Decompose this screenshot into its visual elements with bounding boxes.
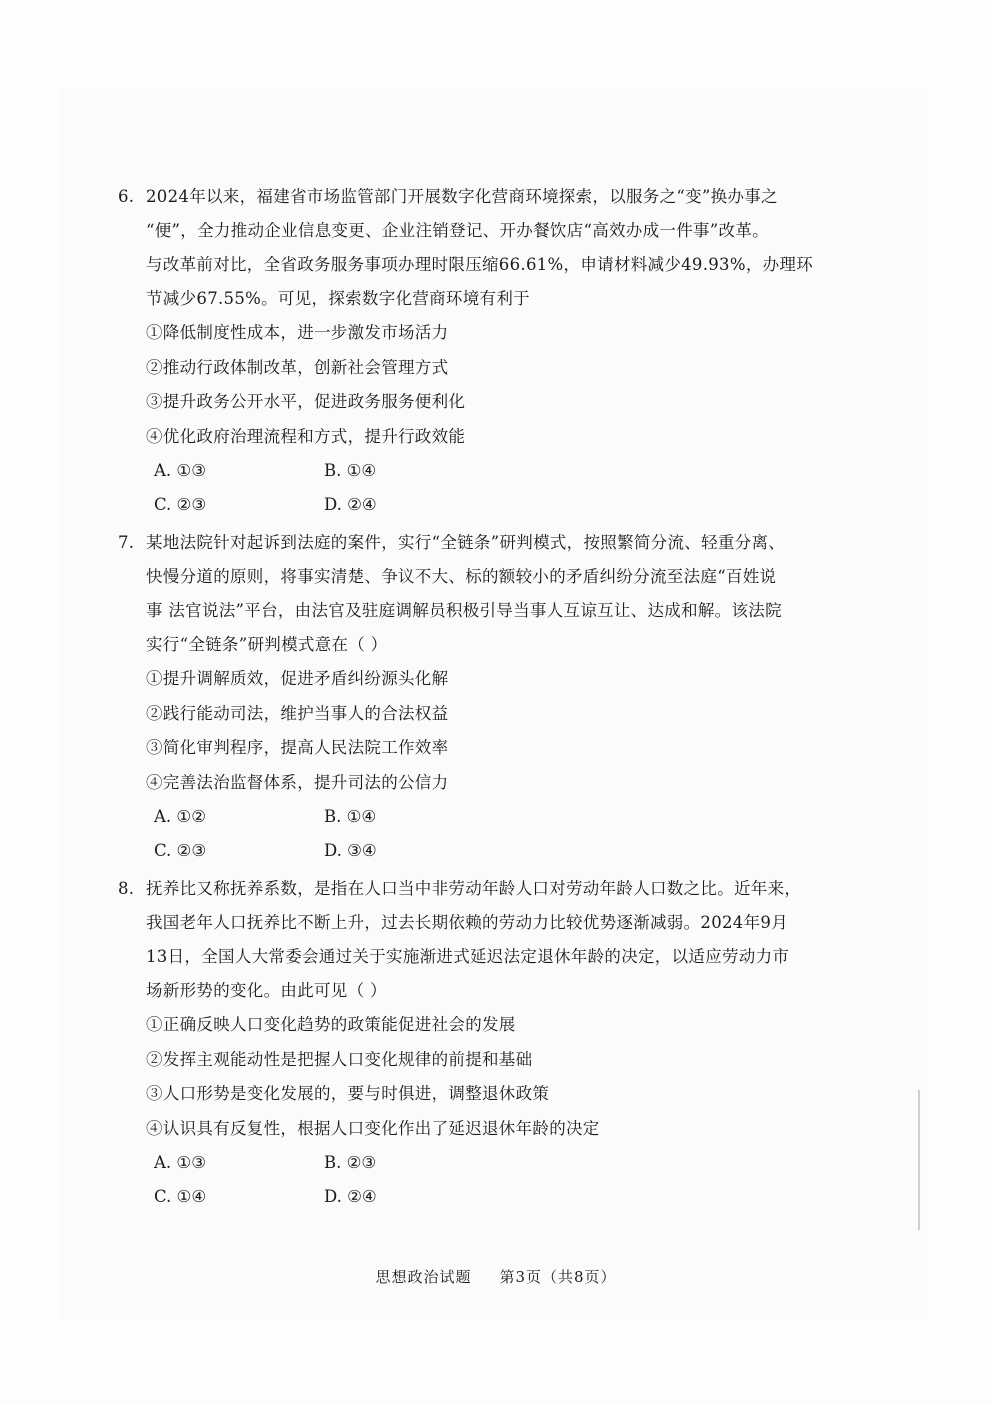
question-stem-line: 实行“全链条”研判模式意在（ ）: [146, 635, 388, 654]
choice-c: C. ②③: [154, 495, 207, 514]
statement-2: ②践行能动司法，维护当事人的合法权益: [146, 703, 449, 723]
choice-a: A. ①③: [154, 1153, 206, 1172]
statement-3: ③简化审判程序，提高人民法院工作效率: [146, 738, 449, 757]
statement-2: ②发挥主观能动性是把握人口变化规律的前提和基础: [146, 1049, 533, 1069]
statement-1: ①正确反映人口变化趋势的政策能促进社会的发展: [146, 1015, 516, 1034]
choice-c: C. ①④: [154, 1187, 207, 1206]
choice-row: [118, 1146, 838, 1180]
choice-d: D. ②④: [324, 495, 377, 514]
statement-4: ④优化政府治理流程和方式，提升行政效能: [146, 426, 466, 446]
question-8: [118, 872, 838, 1214]
choice-row: [118, 800, 838, 834]
choice-row: [118, 488, 838, 522]
choice-d: D. ②④: [324, 1187, 377, 1206]
question-stem-line: 6. 2024年以来，福建省市场监管部门开展数字化营商环境探索，以服务之“变”换办事之: [118, 180, 838, 214]
statement-2: ②推动行政体制改革，创新社会管理方式: [146, 357, 449, 377]
question-stem-line: 8. 抚养比又称抚养系数，是指在人口当中非劳动年龄人口对劳动年龄人口数之比。近年来，: [118, 872, 838, 906]
question-stem-line: 7. 某地法院针对起诉到法庭的案件，实行“全链条”研判模式，按照繁简分流、轻重分离、: [118, 526, 838, 560]
question-6: [118, 180, 838, 522]
statement-4: ④完善法治监督体系，提升司法的公信力: [146, 772, 449, 792]
choice-d: D. ③④: [324, 841, 377, 860]
question-stem-line: 我国老年人口抚养比不断上升，过去长期依赖的劳动力比较优势逐渐减弱。2024年9月: [146, 913, 788, 932]
question-stem-line: 13日，全国人大常委会通过关于实施渐进式延迟法定退休年龄的决定，以适应劳动力市: [146, 947, 790, 966]
choice-row: [118, 834, 838, 868]
statement-3: ③人口形势是变化发展的，要与时俱进，调整退休政策: [146, 1084, 550, 1103]
scan-edge-mark: [918, 1090, 920, 1230]
page-footer: [0, 1266, 992, 1287]
choice-c: C. ②③: [154, 841, 207, 860]
question-stem-line: 事 法官说法”平台，由法官及驻庭调解员积极引导当事人互谅互让、达成和解。该法院: [146, 601, 782, 620]
choice-row: [118, 454, 838, 488]
choice-b: B. ①④: [324, 461, 377, 480]
footer-page-number: 第3页（共8页）: [499, 1268, 617, 1286]
footer-subject: 思想政治试题: [375, 1268, 472, 1286]
question-stem-line: 快慢分道的原则，将事实清楚、争议不大、标的额较小的矛盾纠纷分流至法庭“百姓说: [146, 567, 777, 586]
statement-1: ①降低制度性成本，进一步激发市场活力: [146, 323, 449, 342]
question-stem-line: 场新形势的变化。由此可见（ ）: [146, 981, 387, 1000]
choice-b: B. ①④: [324, 807, 377, 826]
question-number: 7.: [118, 533, 135, 552]
choice-b: B. ②③: [324, 1153, 377, 1172]
statement-3: ③提升政务公开水平，促进政务服务便利化: [146, 392, 466, 411]
question-stem-line: 与改革前对比，全省政务服务事项办理时限压缩66.61%，申请材料减少49.93%，办理环: [146, 255, 814, 274]
question-number: 6.: [118, 187, 135, 206]
question-stem-line: “便”，全力推动企业信息变更、企业注销登记、开办餐饮店“高效办成一件事”改革。: [146, 221, 769, 240]
question-stem-line: 节减少67.55%。可见，探索数字化营商环境有利于: [146, 289, 530, 308]
question-number: 8.: [118, 879, 135, 898]
choice-row: [118, 1180, 838, 1214]
statement-1: ①提升调解质效，促进矛盾纠纷源头化解: [146, 669, 449, 688]
statement-4: ④认识具有反复性，根据人口变化作出了延迟退休年龄的决定: [146, 1118, 600, 1138]
choice-a: A. ①③: [154, 461, 206, 480]
question-7: [118, 526, 838, 868]
choice-a: A. ①②: [154, 807, 206, 826]
